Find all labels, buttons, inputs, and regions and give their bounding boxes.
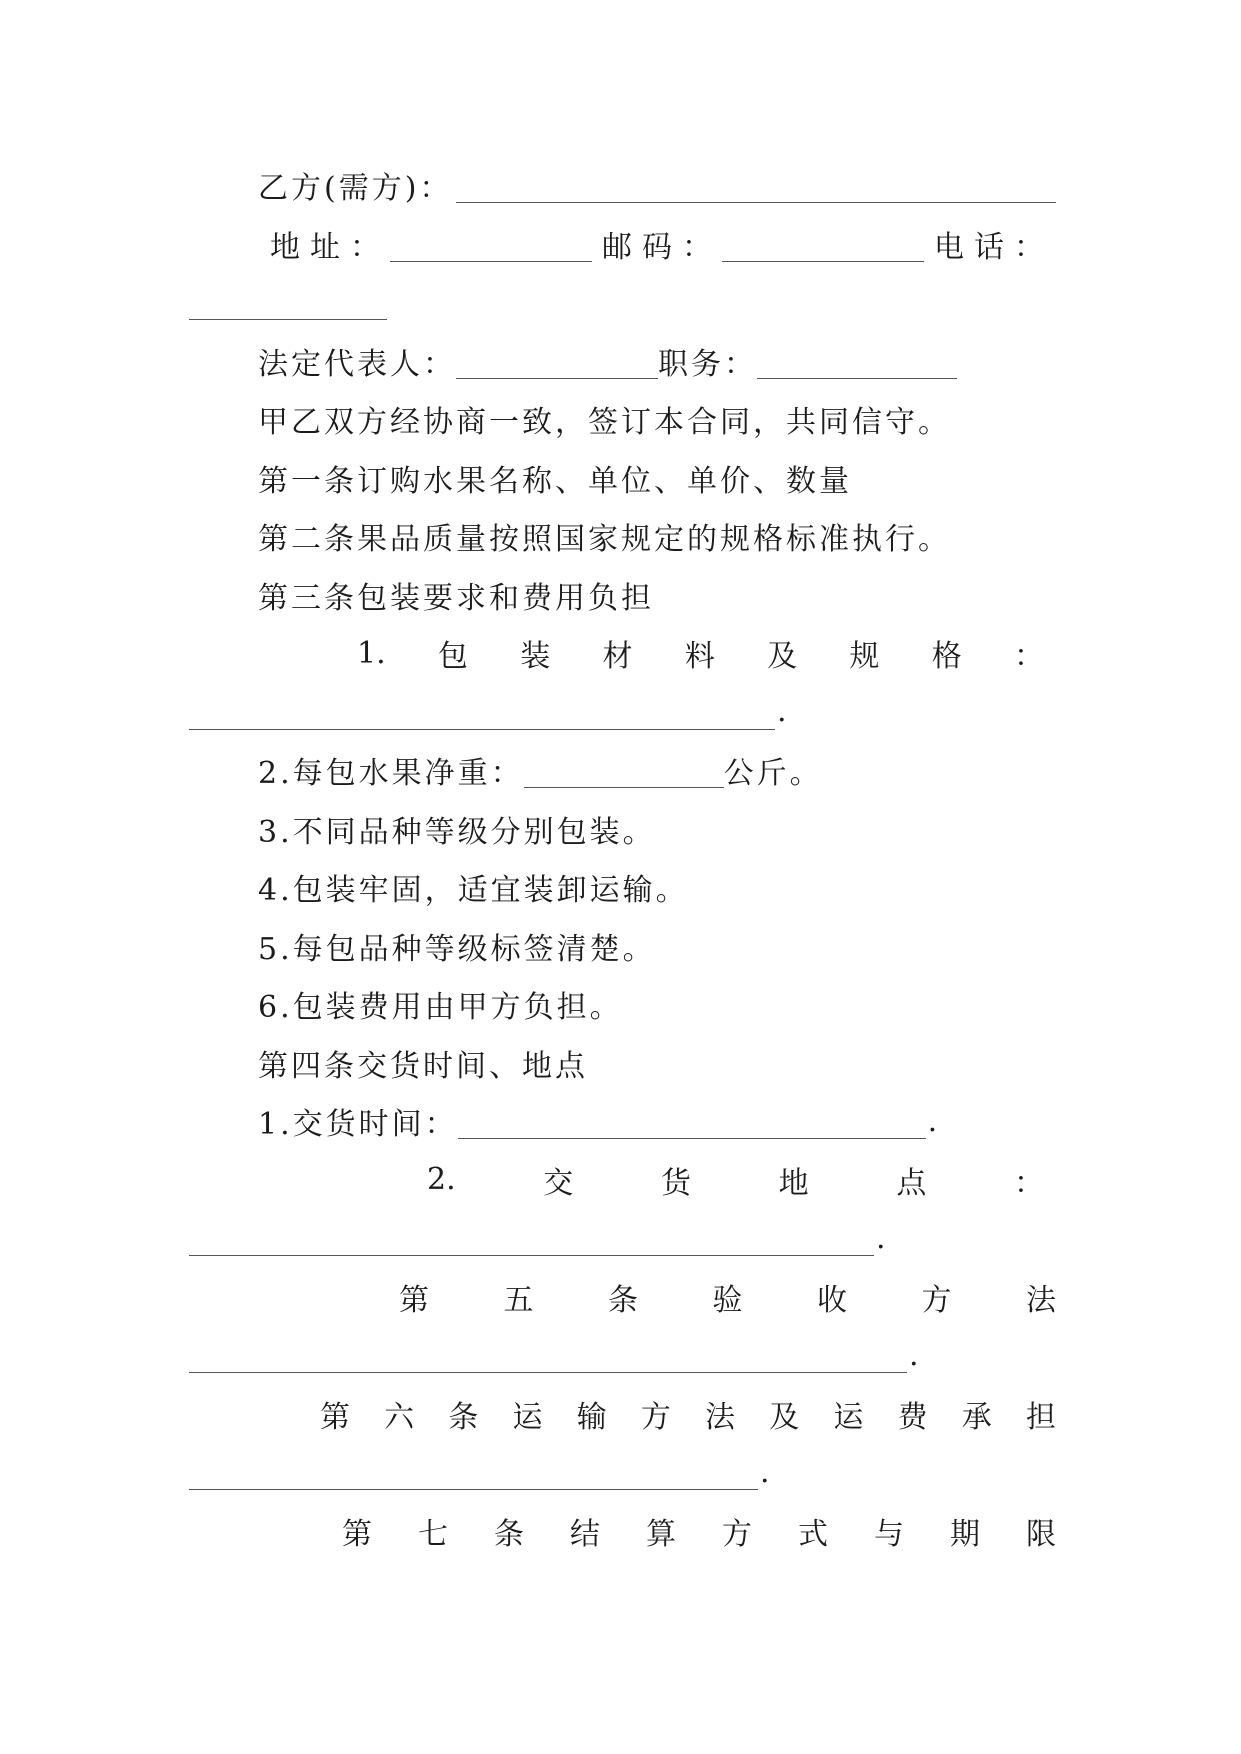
postcode-blank <box>722 226 924 262</box>
spread-char: ： <box>350 229 380 265</box>
spread-char: 码 <box>642 229 672 265</box>
article-5-title <box>189 1268 1056 1327</box>
spread-char: 第 <box>342 1516 372 1552</box>
spread-char: 费 <box>897 1399 928 1435</box>
spread-char: 地 <box>270 229 300 265</box>
packaging-grades-line <box>189 800 1056 859</box>
spread-char: 承 <box>961 1399 992 1435</box>
packaging-material-line <box>189 624 1056 683</box>
spread-char: 规 <box>849 639 880 675</box>
spread-char: 格 <box>931 639 962 675</box>
packaging-sturdy-text: 4.包装牢固，适宜装卸运输。 <box>258 873 689 909</box>
article-7-title <box>189 1502 1056 1561</box>
spread-char: 材 <box>602 639 633 675</box>
article-4-title <box>189 1034 1056 1093</box>
spread-char: 运 <box>512 1399 543 1435</box>
article-3-title-text: 第三条包装要求和费用负担 <box>258 580 654 616</box>
article-3-title <box>189 566 1056 625</box>
party-b-name-blank <box>456 167 1056 203</box>
article-1 <box>189 449 1056 508</box>
legal-rep-blank <box>456 343 658 379</box>
article-5-end: . <box>909 1337 919 1373</box>
article-6-blank-line <box>189 1443 1056 1502</box>
delivery-time-line <box>189 1092 1056 1151</box>
spread-char: 结 <box>570 1516 600 1552</box>
position-blank <box>757 343 957 379</box>
article-1-text: 第一条订购水果名称、单位、单价、数量 <box>258 463 852 499</box>
packaging-grades-text: 3.不同品种等级分别包装。 <box>258 814 656 850</box>
spread-char: 运 <box>833 1399 864 1435</box>
position-label: 职务： <box>658 346 757 382</box>
net-weight-unit: 公斤。 <box>723 756 823 792</box>
article-2-text: 第二条果品质量按照国家规定的规格标准执行。 <box>258 522 951 558</box>
spread-char: 六 <box>384 1399 415 1435</box>
packaging-material-blank-line <box>189 683 1056 742</box>
spread-char: 条 <box>448 1399 479 1435</box>
packaging-sturdy-line <box>189 858 1056 917</box>
spread-char: 期 <box>950 1516 980 1552</box>
spread-char: 1. <box>357 635 386 671</box>
packaging-labels-line <box>189 917 1056 976</box>
spread-char: 方 <box>640 1399 671 1435</box>
spread-char: 地 <box>778 1165 809 1201</box>
article-5-blank-line <box>189 1326 1056 1385</box>
spread-char: 邮 <box>602 229 632 265</box>
phone-blank-line <box>189 273 1056 332</box>
spread-char: 料 <box>684 639 715 675</box>
spread-char: 条 <box>608 1282 638 1318</box>
spread-char: 电 <box>934 229 964 265</box>
party-b-line <box>189 156 1056 215</box>
packaging-material-blank <box>189 694 775 730</box>
spread-char: 及 <box>767 639 798 675</box>
spread-char: ： <box>1014 639 1044 675</box>
spread-char: 包 <box>437 639 468 675</box>
spread-char: 方 <box>921 1282 952 1318</box>
spread-char: ： <box>1014 229 1044 265</box>
spread-char: 第 <box>399 1282 429 1318</box>
net-weight-label: 2.每包水果净重： <box>258 756 524 792</box>
delivery-place-blank <box>189 1220 874 1256</box>
legal-rep-line <box>189 332 1056 391</box>
contact-line <box>189 215 1056 274</box>
delivery-place-line <box>189 1151 1056 1210</box>
spread-char: 七 <box>418 1516 448 1552</box>
spread-char: 限 <box>1026 1516 1056 1552</box>
spread-char: 装 <box>520 639 551 675</box>
delivery-place-end: . <box>876 1220 886 1256</box>
packaging-cost-text: 6.包装费用由甲方负担。 <box>258 990 623 1026</box>
spread-char: 址 <box>310 229 340 265</box>
intro-line <box>189 390 1056 449</box>
spread-char: 算 <box>646 1516 676 1552</box>
spread-char: 五 <box>503 1282 534 1318</box>
net-weight-blank <box>524 752 724 788</box>
spread-char: 2. <box>427 1162 456 1198</box>
spread-char: 验 <box>712 1282 743 1318</box>
article-6-blank <box>189 1454 758 1490</box>
packaging-material-end: . <box>777 694 787 730</box>
party-b-label: 乙方(需方)： <box>258 171 453 207</box>
spread-char: 点 <box>896 1165 927 1201</box>
spread-char: 第 <box>320 1399 350 1435</box>
spread-char: 法 <box>1026 1282 1056 1318</box>
delivery-time-end: . <box>927 1103 938 1139</box>
spread-char: 话 <box>974 229 1004 265</box>
packaging-labels-text: 5.每包品种等级标签清楚。 <box>258 931 656 967</box>
article-2 <box>189 507 1056 566</box>
spread-char: 担 <box>1025 1399 1056 1435</box>
legal-rep-label: 法定代表人： <box>258 346 456 382</box>
spread-char: 收 <box>817 1282 847 1318</box>
article-5-blank <box>189 1337 907 1373</box>
spread-char: 交 <box>543 1165 574 1201</box>
article-4-title-text: 第四条交货时间、地点 <box>258 1048 588 1084</box>
spread-char: 式 <box>798 1516 828 1552</box>
net-weight-line <box>189 741 1056 800</box>
spread-char: ： <box>682 229 712 265</box>
spread-char: 与 <box>874 1516 904 1552</box>
spread-char: 法 <box>705 1399 736 1435</box>
spread-char: 货 <box>660 1165 691 1201</box>
packaging-cost-line <box>189 975 1056 1034</box>
spread-char: 方 <box>722 1516 752 1552</box>
spread-char: 条 <box>494 1516 524 1552</box>
delivery-time-label: 1.交货时间： <box>258 1107 458 1143</box>
article-6-title <box>189 1385 1056 1444</box>
spread-char: ： <box>1013 1165 1044 1201</box>
phone-blank <box>189 284 387 320</box>
delivery-place-blank-line <box>189 1209 1056 1268</box>
address-blank <box>390 226 592 262</box>
intro-text: 甲乙双方经协商一致，签订本合同，共同信守。 <box>258 405 951 441</box>
delivery-time-blank <box>458 1103 926 1139</box>
spread-char: 及 <box>769 1399 800 1435</box>
spread-char: 输 <box>576 1399 607 1435</box>
article-6-end: . <box>760 1454 770 1490</box>
